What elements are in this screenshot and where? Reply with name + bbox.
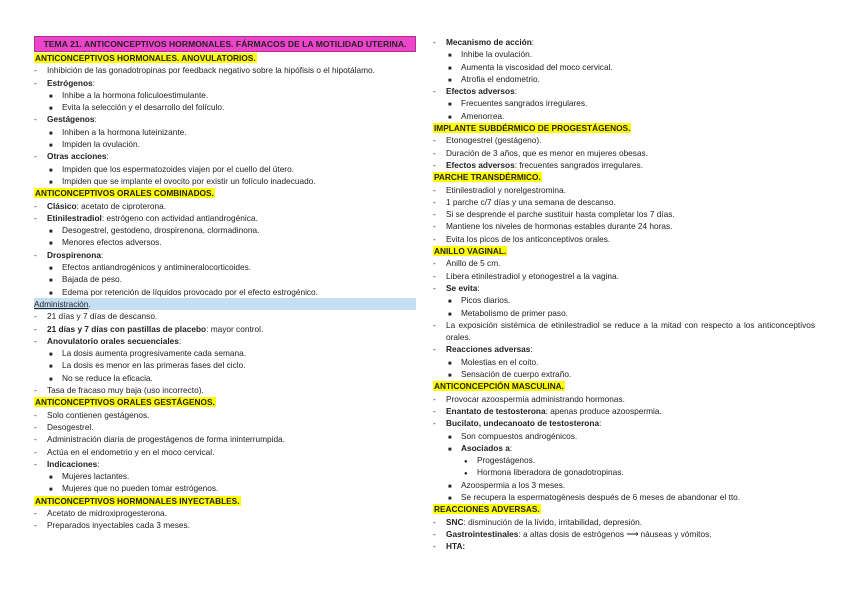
list-item: - Actúa en el endometrio y en el moco cervical. <box>34 446 215 457</box>
list-item: - 1 parche c/7 días y una semana de descanso. <box>433 196 616 207</box>
list-item: ■ Picos diarios. <box>448 295 511 306</box>
list-item: - Si se desprende el parche sustituir hasta completar los 7 días. <box>433 209 675 220</box>
list-item: - Se evita: <box>433 282 480 293</box>
section-orales-gestagenos <box>34 396 416 494</box>
list-item: - Etonogestrel (gestágeno). <box>433 135 542 146</box>
section-implante <box>433 122 815 171</box>
list-item: - Anovulatorio orales secuenciales: <box>34 335 182 346</box>
section-orales-combinados <box>34 187 416 298</box>
list-item: - Preparados inyectables cada 3 meses. <box>34 520 190 531</box>
list-item: - Reacciones adversas: <box>433 344 533 355</box>
list-item: - Estrógenos: <box>34 77 95 88</box>
section-heading: IMPLANTE SUBDÉRMICO DE PROGESTÁGENOS. <box>434 123 631 134</box>
list-item: ■ Inhibe la ovulación. <box>448 49 533 60</box>
right-column <box>433 36 815 552</box>
section-heading: ANTICONCEPTIVOS HORMONALES. ANOVULATORIOS. <box>35 53 256 63</box>
list-item: - Efectos adversos: frecuentes sangrados irregulares. <box>433 159 643 170</box>
list-item: ■ Se recupera la espermatogénesis después de 6 meses de abandonar el tto. <box>448 491 741 502</box>
section-heading: Administración <box>34 298 89 309</box>
section-inyectables-cont <box>433 36 815 122</box>
list-item: - Desogestrel. <box>34 421 94 432</box>
list-item: - Provocar azoospermia administrando hormonas. <box>433 393 625 404</box>
list-item: ■ Inhiben a la hormona luteinizante. <box>49 126 187 137</box>
list-item: - 21 días y 7 días de descanso. <box>34 311 158 322</box>
list-item: - Enantato de testosterona: apenas produce azoospermia. <box>433 405 662 416</box>
list-item: - Tasa de fracaso muy baja (uso incorrecto). <box>34 385 204 396</box>
list-item: ■ Son compuestos androgénicos. <box>448 430 578 441</box>
list-item: - Mantiene los niveles de hormonas estables durante 24 horas. <box>433 221 673 232</box>
section-heading: ANILLO VAGINAL. <box>434 246 507 257</box>
list-item: - Libera etinilestradiol y etonogestrel a la vagina. <box>433 270 619 281</box>
section-heading: PARCHE TRANSDÉRMICO. <box>434 172 541 183</box>
list-item: ● Progestágenos. <box>464 455 536 466</box>
list-item: - Otras acciones: <box>34 151 109 162</box>
list-item: - Clásico: acetato de ciproterona. <box>34 200 166 211</box>
list-item: ■ Molestias en el coito. <box>448 356 539 367</box>
section-parche <box>433 171 815 245</box>
section-heading: ANTICONCEPTIVOS HORMONALES INYECTABLES. <box>35 495 240 506</box>
list-item: - Mecanismo de acción: <box>433 37 535 47</box>
list-item: - Solo contienen gestágenos. <box>34 409 150 420</box>
section-heading-bar: Administración. <box>34 298 416 310</box>
section-inyectables <box>34 495 416 532</box>
list-item: ■ Desogestrel, gestodeno, drospirenona, clormadinona. <box>49 225 260 236</box>
section-heading: REACCIONES ADVERSAS. <box>434 504 540 515</box>
list-item: ■ Azoospermia a los 3 meses. <box>448 479 566 490</box>
list-item: - Evita los picos de los anticonceptivos orales. <box>433 233 611 244</box>
list-item: ■ Atrofia el endometrio. <box>448 73 540 84</box>
list-item: ■ Impiden que los espermatozoides viajen por el cuello del útero. <box>49 163 294 174</box>
list-item: ■ Mujeres lactantes. <box>49 471 130 482</box>
list-item: ■ Asociados a: <box>448 442 513 453</box>
list-item: - SNC: disminución de la lívido, irritabilidad, depresión. <box>433 516 643 527</box>
list-item: ■ Aumenta la viscosidad del moco cervical. <box>448 61 613 72</box>
list-item: ■ Amenorrea. <box>448 110 505 121</box>
list-item: - La exposición sistémica de etinilestradiol se reduce a la mitad con respecto a los anticonceptivos orales. <box>433 319 815 343</box>
list-item: ■ Evita la selección y el desarrollo del folículo. <box>49 102 225 113</box>
section-reacciones <box>433 503 815 552</box>
list-item: ■ La dosis aumenta progresivamente cada semana. <box>49 348 247 359</box>
list-item: - Efectos adversos: <box>433 86 518 97</box>
list-item: - Indicaciones: <box>34 458 100 469</box>
list-item: ■ Sensación de cuerpo extraño. <box>448 369 572 380</box>
list-item: - Gestágenos: <box>34 114 97 125</box>
list-item: ■ Metabolismo de primer paso. <box>448 307 568 318</box>
list-item: - Drospirenona: <box>34 249 104 260</box>
list-item: - HTA: <box>433 541 466 552</box>
list-item: ■ No se reduce la eficacia. <box>49 372 153 383</box>
section-administracion <box>34 298 416 396</box>
list-item: - Anillo de 5 cm. <box>433 258 501 269</box>
list-item: ■ Inhibe a la hormona foliculoestimulante. <box>49 89 209 100</box>
list-item: ■ Menores efectos adversos. <box>49 237 162 248</box>
list-item: - Acetato de midroxiprogesterona. <box>34 507 167 518</box>
list-item: - Duración de 3 años, que es menor en mujeres obesas. <box>433 147 649 158</box>
list-item: ■ Frecuentes sangrados irregulares. <box>448 98 588 109</box>
list-item: - 21 días y 7 días con pastillas de placebo: mayor control. <box>34 323 264 334</box>
list-item: - Inhibición de las gonadotropinas por feedback negativo sobre la hipófisis o el hipotálamo. <box>34 65 375 76</box>
section-anillo <box>433 245 815 380</box>
section-heading: ANTICONCEPTIVOS ORALES COMBINADOS. <box>35 188 214 199</box>
section-heading: ANTICONCEPTIVOS ORALES GESTÁGENOS. <box>35 397 215 408</box>
list-item: - Bucilato, undecanoato de testosterona: <box>433 418 602 429</box>
list-item: ■ Edema por retención de líquidos provocado por el efecto estrogénico. <box>49 286 318 297</box>
list-item: ■ Impiden que se implante el ovocito por existir un folículo inadecuado. <box>49 175 316 186</box>
left-column <box>34 36 416 532</box>
page-title: TEMA 21. ANTICONCEPTIVOS HORMONALES. FÁRMACOS DE LA MOTILIDAD UTERINA. <box>34 36 416 52</box>
list-item: ● Hormona liberadora de gonadotropinas. <box>464 467 624 478</box>
section-anovulatorios <box>34 52 416 187</box>
list-item: ■ Impiden la ovulación. <box>49 139 140 150</box>
list-item: - Etinilestradiol: estrógeno con actividad antiandrogénica. <box>34 212 258 223</box>
list-item: - Etinilestradiol y norelgestromina. <box>433 184 566 195</box>
list-item: ■ La dosis es menor en las primeras fases del ciclo. <box>49 360 246 371</box>
list-item: - Gastrointestinales: a altas dosis de estrógenos ⟶ náuseas y vómitos. <box>433 528 712 539</box>
list-item: - Administración diaria de progestágenos de forma ininterrumpida. <box>34 434 285 445</box>
list-item: ■ Mujeres que no pueden tomar estrógenos. <box>49 483 219 494</box>
section-heading: ANTICONCEPCIÓN MASCULINA. <box>434 381 564 392</box>
list-item: ■ Bajada de peso. <box>49 274 122 285</box>
list-item: ■ Efectos antiandrogénicos y antimineralocorticoides. <box>49 262 252 273</box>
section-masculina <box>433 380 815 503</box>
